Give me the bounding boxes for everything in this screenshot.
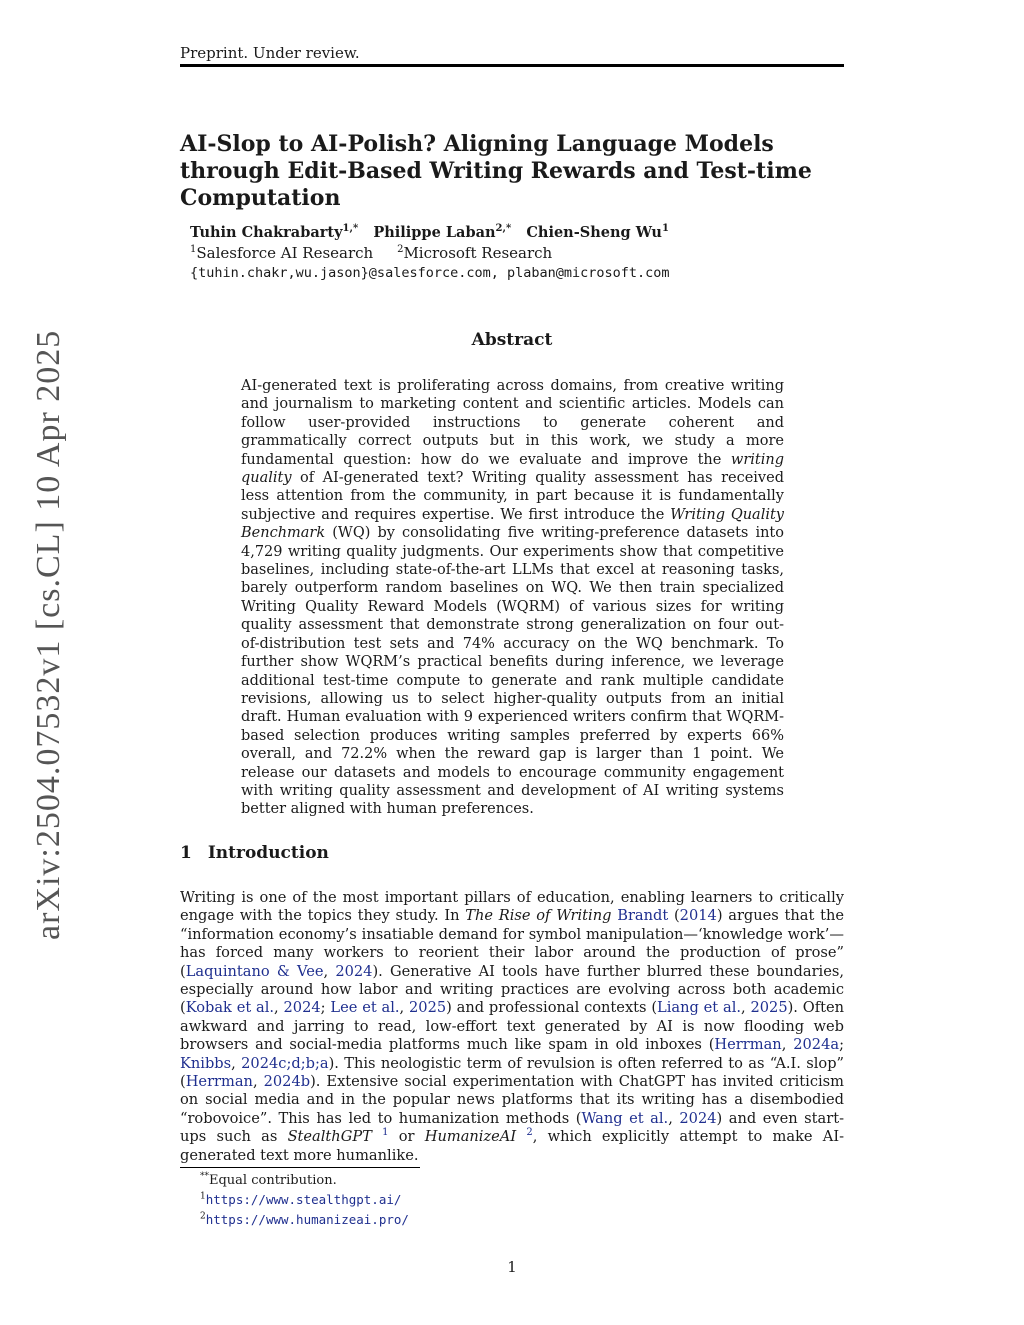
author-mark: 2,* xyxy=(495,223,512,235)
footnote-1: $^1$https://www.stealthgpt.ai/ xyxy=(200,1191,402,1207)
emphasis: Writing Quality Benchmark xyxy=(241,506,784,542)
citation-link[interactable]: 2024c;d;b;a xyxy=(241,1054,329,1072)
author-name: Philippe Laban xyxy=(373,224,496,241)
header-note: Preprint. Under review. xyxy=(180,44,360,62)
footnote-mark[interactable]: 1 xyxy=(382,1127,389,1139)
affiliations xyxy=(190,244,552,262)
footnote-2: $^2$https://www.humanizeai.pro/ xyxy=(200,1211,409,1227)
footnote-rule xyxy=(180,1167,420,1168)
affiliation-mark: 2 xyxy=(397,244,404,255)
emphasis: HumanizeAI xyxy=(424,1128,517,1146)
emphasis: writing quality xyxy=(241,451,784,487)
author-mark: 1,* xyxy=(342,223,359,235)
affiliation-name: Salesforce AI Research xyxy=(196,244,374,262)
author-emails: {tuhin.chakr,wu.jason}@salesforce.com, plaban@microsoft.com xyxy=(190,265,670,281)
footnotes xyxy=(200,1171,409,1230)
introduction-paragraph: Writing is one of the most important pillars of education, enabling learners to critically engage with the topics they study. In The Rise of Writing Brandt (2014) argues that the “information economy’s insatiable demand for symbol manipulation—‘knowledge work’—has forced many workers to reorient their labor around the production of prose” (Laquintano & Vee, 2024). Generative AI tools have further blurred these boundaries, especially around how labor and writing practices are evolving across both academic (Kobak et al., 2024; Lee et al., 2025) and professional contexts (Liang et al., 2025). Often awkward and jarring to read, low-effort text generated by AI is now flooding web browsers and social-media platforms much like spam in old inboxes (Herrman, 2024a; Knibbs, 2024c;d;b;a). This neologistic term of revulsion is often referred to as “A.I. slop” (Herrman, 2024b). Extensive social experimentation with ChatGPT has invited criticism on social media and in the popular news platforms that its writing has a disembodied “robovoice”. This has led to humanization methods (Wang et al., 2024) and even start-ups such as StealthGPT $^1$ or HumanizeAI $^2$, which explicitly attempt to make AI-generated text more humanlike. xyxy=(180,889,845,1164)
citation-link[interactable]: Knibbs xyxy=(180,1054,232,1072)
citation-link[interactable]: 2024 xyxy=(679,1109,717,1127)
footnote-url[interactable]: https://www.humanizeai.pro/ xyxy=(205,1212,409,1227)
citation-link[interactable]: Lee et al. xyxy=(330,999,400,1017)
citation-link[interactable]: 2025 xyxy=(409,999,447,1017)
abstract-heading: Abstract xyxy=(471,330,553,350)
paper-title: AI-Slop to AI-Polish? Aligning Language Models through Edit-Based Writing Rewards and Test-time Computation xyxy=(180,131,812,211)
section-number: 1 xyxy=(180,843,192,863)
author-list xyxy=(190,224,669,241)
footnote-mark[interactable]: 2 xyxy=(526,1127,533,1139)
footnote-url[interactable]: https://www.stealthgpt.ai/ xyxy=(205,1192,402,1207)
citation-link[interactable]: 2014 xyxy=(679,907,717,925)
author-name: Chien-Sheng Wu xyxy=(526,224,662,241)
citation-link[interactable]: 2024a xyxy=(793,1036,840,1054)
citation-link[interactable]: 2025 xyxy=(750,999,788,1017)
citation-link[interactable]: Liang et al. xyxy=(657,999,741,1017)
citation-link[interactable]: 2024 xyxy=(283,999,321,1017)
citation-link[interactable]: 2024b xyxy=(263,1073,311,1091)
citation-link[interactable]: Brandt xyxy=(617,907,669,925)
citation-link[interactable]: 2024 xyxy=(335,962,373,980)
footnote-equal-contribution: **Equal contribution. xyxy=(200,1171,337,1188)
citation-link[interactable]: Herrman xyxy=(714,1036,782,1054)
footnote-mark: ** xyxy=(200,1171,209,1182)
arxiv-identifier: arXiv:2504.07532v1 [cs.CL] 10 Apr 2025 xyxy=(30,329,67,940)
abstract-body: AI-generated text is proliferating across domains, from creative writing and journalism to marketing content and scientific articles. Models can follow user-provided instructions to generate coherent and grammatically correct outputs but in this work, we study a more fundamental question: how do we evaluate and improve the writing quality of AI-generated text? Writing quality assessment has received less attention from the community, in part because it is fundamentally subjective and requires expertise. We first introduce the Writing Quality Benchmark (WQ) by consolidating five writing-preference datasets into 4,729 writing quality judgments. Our experiments show that competitive baselines, including state-of-the-art LLMs that excel at reasoning tasks, barely outperform random baselines on WQ. We then train specialized Writing Quality Reward Models (WQRM) of various sizes for writing quality assessment that demonstrate strong generalization on four out-of-distribution test sets and 74% accuracy on the WQ benchmark. To further show WQRM’s practical benefits during inference, we leverage additional test-time compute to generate and rank multiple candidate revisions, allowing us to select higher-quality outputs from an initial draft. Human evaluation with 9 experienced writers confirm that WQRM-based selection produces writing samples preferred by experts 66% overall, and 72.2% when the reward gap is larger than 1 point. We release our datasets and models to encourage community engagement with writing quality assessment and development of AI writing systems better aligned with human preferences. xyxy=(241,378,784,818)
section-title: Introduction xyxy=(207,843,329,863)
emphasis: StealthGPT xyxy=(287,1128,372,1146)
author-name: Tuhin Chakrabarty xyxy=(190,224,343,241)
citation-link[interactable]: Herrman xyxy=(185,1073,253,1091)
affiliation-name: Microsoft Research xyxy=(403,244,553,262)
author-mark: 1 xyxy=(661,223,669,235)
section-heading-introduction xyxy=(180,843,329,863)
page-number: 1 xyxy=(507,1258,517,1276)
header-rule xyxy=(180,64,844,67)
emphasis: The Rise of Writing xyxy=(465,907,612,925)
citation-link[interactable]: Kobak et al. xyxy=(185,999,275,1017)
citation-link[interactable]: Wang et al. xyxy=(581,1109,669,1127)
affiliation-mark: 1 xyxy=(190,244,197,255)
citation-link[interactable]: Laquintano & Vee xyxy=(185,962,324,980)
